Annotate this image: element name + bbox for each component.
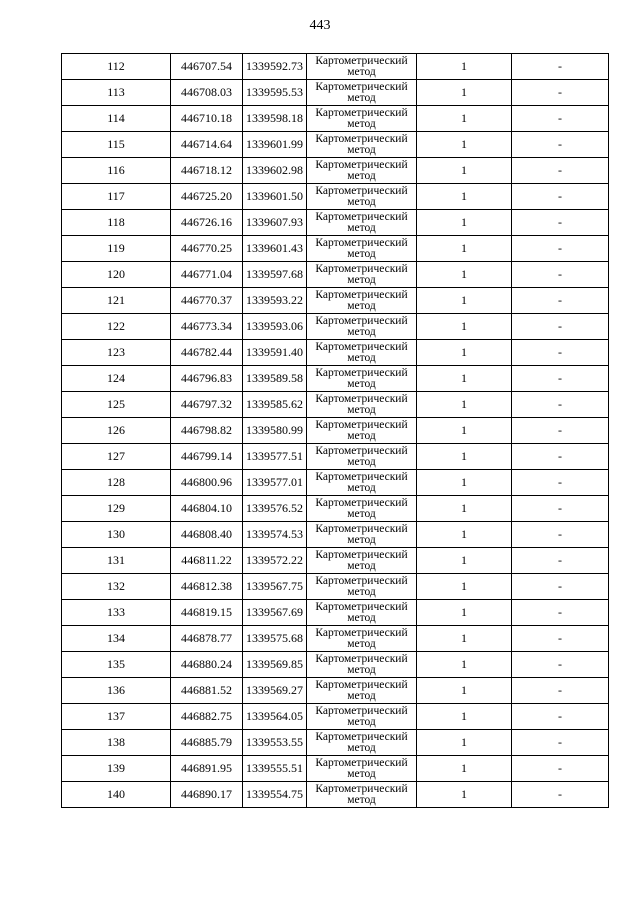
description-cell: - [512, 522, 609, 548]
accuracy-cell: 1 [417, 678, 512, 704]
method-cell [307, 704, 417, 730]
x-coordinate-cell: 446782.44 [171, 340, 243, 366]
method-line-1: Картометрический [315, 418, 408, 431]
method-line-2: метод [347, 767, 376, 780]
method-cell [307, 782, 417, 808]
table-row [62, 522, 609, 548]
method-cell [307, 106, 417, 132]
y-coordinate-cell: 1339589.58 [243, 366, 307, 392]
method-line-2: метод [347, 325, 376, 338]
accuracy-cell: 1 [417, 132, 512, 158]
table-row [62, 340, 609, 366]
y-coordinate-cell: 1339593.22 [243, 288, 307, 314]
point-number-cell: 133 [62, 600, 171, 626]
table-row [62, 236, 609, 262]
description-cell: - [512, 600, 609, 626]
method-cell [307, 80, 417, 106]
x-coordinate-cell: 446707.54 [171, 54, 243, 80]
x-coordinate-cell: 446714.64 [171, 132, 243, 158]
method-line-1: Картометрический [315, 288, 408, 301]
method-line-2: метод [347, 91, 376, 104]
coordinates-table-body [62, 54, 609, 808]
accuracy-cell: 1 [417, 470, 512, 496]
point-number-cell: 134 [62, 626, 171, 652]
method-cell [307, 132, 417, 158]
y-coordinate-cell: 1339585.62 [243, 392, 307, 418]
y-coordinate-cell: 1339601.50 [243, 184, 307, 210]
y-coordinate-cell: 1339580.99 [243, 418, 307, 444]
table-row [62, 418, 609, 444]
method-cell [307, 652, 417, 678]
description-cell: - [512, 496, 609, 522]
table-row [62, 704, 609, 730]
method-line-1: Картометрический [315, 158, 408, 171]
coordinates-table [61, 53, 609, 808]
method-line-2: метод [347, 429, 376, 442]
point-number-cell: 113 [62, 80, 171, 106]
method-line-2: метод [347, 793, 376, 806]
y-coordinate-cell: 1339592.73 [243, 54, 307, 80]
point-number-cell: 139 [62, 756, 171, 782]
accuracy-cell: 1 [417, 54, 512, 80]
method-line-1: Картометрический [315, 392, 408, 405]
y-coordinate-cell: 1339577.01 [243, 470, 307, 496]
x-coordinate-cell: 446726.16 [171, 210, 243, 236]
x-coordinate-cell: 446891.95 [171, 756, 243, 782]
method-line-2: метод [347, 299, 376, 312]
description-cell: - [512, 54, 609, 80]
y-coordinate-cell: 1339607.93 [243, 210, 307, 236]
point-number-cell: 140 [62, 782, 171, 808]
accuracy-cell: 1 [417, 210, 512, 236]
x-coordinate-cell: 446798.82 [171, 418, 243, 444]
table-row [62, 132, 609, 158]
x-coordinate-cell: 446708.03 [171, 80, 243, 106]
method-line-1: Картометрический [315, 262, 408, 275]
description-cell: - [512, 288, 609, 314]
method-cell [307, 730, 417, 756]
y-coordinate-cell: 1339553.55 [243, 730, 307, 756]
point-number-cell: 135 [62, 652, 171, 678]
x-coordinate-cell: 446771.04 [171, 262, 243, 288]
method-line-1: Картометрический [315, 314, 408, 327]
method-cell [307, 210, 417, 236]
method-cell [307, 678, 417, 704]
method-line-2: метод [347, 481, 376, 494]
table-row [62, 106, 609, 132]
x-coordinate-cell: 446811.22 [171, 548, 243, 574]
y-coordinate-cell: 1339576.52 [243, 496, 307, 522]
x-coordinate-cell: 446800.96 [171, 470, 243, 496]
accuracy-cell: 1 [417, 262, 512, 288]
method-line-2: метод [347, 559, 376, 572]
y-coordinate-cell: 1339574.53 [243, 522, 307, 548]
method-line-2: метод [347, 741, 376, 754]
method-line-2: метод [347, 455, 376, 468]
description-cell: - [512, 184, 609, 210]
accuracy-cell: 1 [417, 236, 512, 262]
point-number-cell: 117 [62, 184, 171, 210]
y-coordinate-cell: 1339555.51 [243, 756, 307, 782]
x-coordinate-cell: 446881.52 [171, 678, 243, 704]
method-line-1: Картометрический [315, 106, 408, 119]
accuracy-cell: 1 [417, 782, 512, 808]
x-coordinate-cell: 446797.32 [171, 392, 243, 418]
x-coordinate-cell: 446796.83 [171, 366, 243, 392]
table-row [62, 314, 609, 340]
description-cell: - [512, 678, 609, 704]
description-cell: - [512, 782, 609, 808]
x-coordinate-cell: 446882.75 [171, 704, 243, 730]
description-cell: - [512, 340, 609, 366]
method-line-2: метод [347, 663, 376, 676]
description-cell: - [512, 756, 609, 782]
y-coordinate-cell: 1339577.51 [243, 444, 307, 470]
point-number-cell: 124 [62, 366, 171, 392]
method-cell [307, 340, 417, 366]
method-line-2: метод [347, 169, 376, 182]
method-line-1: Картометрический [315, 132, 408, 145]
method-cell [307, 158, 417, 184]
point-number-cell: 126 [62, 418, 171, 444]
table-row [62, 626, 609, 652]
table-row [62, 444, 609, 470]
accuracy-cell: 1 [417, 652, 512, 678]
method-line-2: метод [347, 533, 376, 546]
accuracy-cell: 1 [417, 184, 512, 210]
method-line-2: метод [347, 403, 376, 416]
method-line-1: Картометрический [315, 574, 408, 587]
point-number-cell: 122 [62, 314, 171, 340]
description-cell: - [512, 574, 609, 600]
method-line-1: Картометрический [315, 730, 408, 743]
y-coordinate-cell: 1339569.85 [243, 652, 307, 678]
method-line-2: метод [347, 195, 376, 208]
point-number-cell: 118 [62, 210, 171, 236]
method-line-2: метод [347, 715, 376, 728]
method-line-1: Картометрический [315, 470, 408, 483]
description-cell: - [512, 262, 609, 288]
point-number-cell: 125 [62, 392, 171, 418]
x-coordinate-cell: 446770.25 [171, 236, 243, 262]
method-cell [307, 418, 417, 444]
method-cell [307, 288, 417, 314]
table-row [62, 392, 609, 418]
method-line-1: Картометрический [315, 626, 408, 639]
x-coordinate-cell: 446890.17 [171, 782, 243, 808]
y-coordinate-cell: 1339554.75 [243, 782, 307, 808]
method-cell [307, 54, 417, 80]
point-number-cell: 114 [62, 106, 171, 132]
accuracy-cell: 1 [417, 704, 512, 730]
table-row [62, 782, 609, 808]
accuracy-cell: 1 [417, 496, 512, 522]
x-coordinate-cell: 446799.14 [171, 444, 243, 470]
table-row [62, 184, 609, 210]
description-cell: - [512, 392, 609, 418]
table-row [62, 470, 609, 496]
method-cell [307, 236, 417, 262]
accuracy-cell: 1 [417, 314, 512, 340]
method-cell [307, 366, 417, 392]
accuracy-cell: 1 [417, 548, 512, 574]
table-row [62, 288, 609, 314]
method-line-2: метод [347, 221, 376, 234]
table-row [62, 210, 609, 236]
y-coordinate-cell: 1339567.75 [243, 574, 307, 600]
x-coordinate-cell: 446710.18 [171, 106, 243, 132]
method-line-1: Картометрический [315, 704, 408, 717]
y-coordinate-cell: 1339564.05 [243, 704, 307, 730]
method-line-1: Картометрический [315, 756, 408, 769]
point-number-cell: 115 [62, 132, 171, 158]
method-cell [307, 574, 417, 600]
method-cell [307, 496, 417, 522]
accuracy-cell: 1 [417, 730, 512, 756]
method-line-1: Картометрический [315, 522, 408, 535]
accuracy-cell: 1 [417, 756, 512, 782]
method-line-2: метод [347, 611, 376, 624]
point-number-cell: 127 [62, 444, 171, 470]
x-coordinate-cell: 446880.24 [171, 652, 243, 678]
table-row [62, 600, 609, 626]
y-coordinate-cell: 1339595.53 [243, 80, 307, 106]
method-line-1: Картометрический [315, 600, 408, 613]
y-coordinate-cell: 1339601.99 [243, 132, 307, 158]
accuracy-cell: 1 [417, 158, 512, 184]
accuracy-cell: 1 [417, 574, 512, 600]
method-cell [307, 262, 417, 288]
x-coordinate-cell: 446718.12 [171, 158, 243, 184]
x-coordinate-cell: 446808.40 [171, 522, 243, 548]
point-number-cell: 130 [62, 522, 171, 548]
method-line-1: Картометрический [315, 210, 408, 223]
method-line-1: Картометрический [315, 340, 408, 353]
y-coordinate-cell: 1339602.98 [243, 158, 307, 184]
method-cell [307, 392, 417, 418]
y-coordinate-cell: 1339567.69 [243, 600, 307, 626]
y-coordinate-cell: 1339591.40 [243, 340, 307, 366]
method-line-1: Картометрический [315, 678, 408, 691]
x-coordinate-cell: 446773.34 [171, 314, 243, 340]
method-line-2: метод [347, 689, 376, 702]
table-row [62, 54, 609, 80]
point-number-cell: 136 [62, 678, 171, 704]
description-cell: - [512, 418, 609, 444]
method-cell [307, 548, 417, 574]
method-line-2: метод [347, 637, 376, 650]
description-cell: - [512, 314, 609, 340]
method-cell [307, 522, 417, 548]
method-line-2: метод [347, 585, 376, 598]
x-coordinate-cell: 446878.77 [171, 626, 243, 652]
method-line-1: Картометрический [315, 496, 408, 509]
x-coordinate-cell: 446804.10 [171, 496, 243, 522]
method-line-1: Картометрический [315, 652, 408, 665]
point-number-cell: 128 [62, 470, 171, 496]
method-line-2: метод [347, 247, 376, 260]
table-row [62, 366, 609, 392]
description-cell: - [512, 652, 609, 678]
description-cell: - [512, 366, 609, 392]
description-cell: - [512, 106, 609, 132]
description-cell: - [512, 158, 609, 184]
method-line-1: Картометрический [315, 184, 408, 197]
method-cell [307, 470, 417, 496]
method-cell [307, 626, 417, 652]
method-cell [307, 314, 417, 340]
y-coordinate-cell: 1339598.18 [243, 106, 307, 132]
accuracy-cell: 1 [417, 366, 512, 392]
table-row [62, 80, 609, 106]
description-cell: - [512, 626, 609, 652]
table-row [62, 678, 609, 704]
y-coordinate-cell: 1339601.43 [243, 236, 307, 262]
accuracy-cell: 1 [417, 80, 512, 106]
table-row [62, 652, 609, 678]
point-number-cell: 121 [62, 288, 171, 314]
method-cell [307, 184, 417, 210]
accuracy-cell: 1 [417, 106, 512, 132]
description-cell: - [512, 210, 609, 236]
table-row [62, 756, 609, 782]
table-row [62, 496, 609, 522]
x-coordinate-cell: 446725.20 [171, 184, 243, 210]
point-number-cell: 129 [62, 496, 171, 522]
description-cell: - [512, 444, 609, 470]
method-line-2: метод [347, 143, 376, 156]
accuracy-cell: 1 [417, 522, 512, 548]
description-cell: - [512, 730, 609, 756]
method-line-1: Картометрический [315, 366, 408, 379]
accuracy-cell: 1 [417, 444, 512, 470]
point-number-cell: 132 [62, 574, 171, 600]
method-cell [307, 444, 417, 470]
accuracy-cell: 1 [417, 626, 512, 652]
table-row [62, 158, 609, 184]
x-coordinate-cell: 446819.15 [171, 600, 243, 626]
method-line-2: метод [347, 351, 376, 364]
method-cell [307, 756, 417, 782]
method-line-1: Картометрический [315, 782, 408, 795]
method-line-2: метод [347, 65, 376, 78]
x-coordinate-cell: 446770.37 [171, 288, 243, 314]
method-line-1: Картометрический [315, 444, 408, 457]
point-number-cell: 120 [62, 262, 171, 288]
method-line-2: метод [347, 273, 376, 286]
point-number-cell: 112 [62, 54, 171, 80]
accuracy-cell: 1 [417, 288, 512, 314]
accuracy-cell: 1 [417, 340, 512, 366]
description-cell: - [512, 236, 609, 262]
point-number-cell: 116 [62, 158, 171, 184]
y-coordinate-cell: 1339569.27 [243, 678, 307, 704]
point-number-cell: 123 [62, 340, 171, 366]
description-cell: - [512, 704, 609, 730]
y-coordinate-cell: 1339575.68 [243, 626, 307, 652]
description-cell: - [512, 548, 609, 574]
table-row [62, 574, 609, 600]
method-line-2: метод [347, 507, 376, 520]
method-line-1: Картометрический [315, 236, 408, 249]
point-number-cell: 131 [62, 548, 171, 574]
y-coordinate-cell: 1339572.22 [243, 548, 307, 574]
point-number-cell: 138 [62, 730, 171, 756]
method-line-1: Картометрический [315, 80, 408, 93]
method-line-1: Картометрический [315, 548, 408, 561]
point-number-cell: 119 [62, 236, 171, 262]
description-cell: - [512, 470, 609, 496]
point-number-cell: 137 [62, 704, 171, 730]
x-coordinate-cell: 446812.38 [171, 574, 243, 600]
page-number: 443 [309, 18, 331, 33]
method-line-2: метод [347, 117, 376, 130]
table-row [62, 548, 609, 574]
method-line-2: метод [347, 377, 376, 390]
description-cell: - [512, 132, 609, 158]
description-cell: - [512, 80, 609, 106]
method-cell [307, 600, 417, 626]
accuracy-cell: 1 [417, 600, 512, 626]
table-row [62, 730, 609, 756]
table-row [62, 262, 609, 288]
x-coordinate-cell: 446885.79 [171, 730, 243, 756]
accuracy-cell: 1 [417, 392, 512, 418]
accuracy-cell: 1 [417, 418, 512, 444]
y-coordinate-cell: 1339597.68 [243, 262, 307, 288]
method-line-1: Картометрический [315, 54, 408, 67]
y-coordinate-cell: 1339593.06 [243, 314, 307, 340]
